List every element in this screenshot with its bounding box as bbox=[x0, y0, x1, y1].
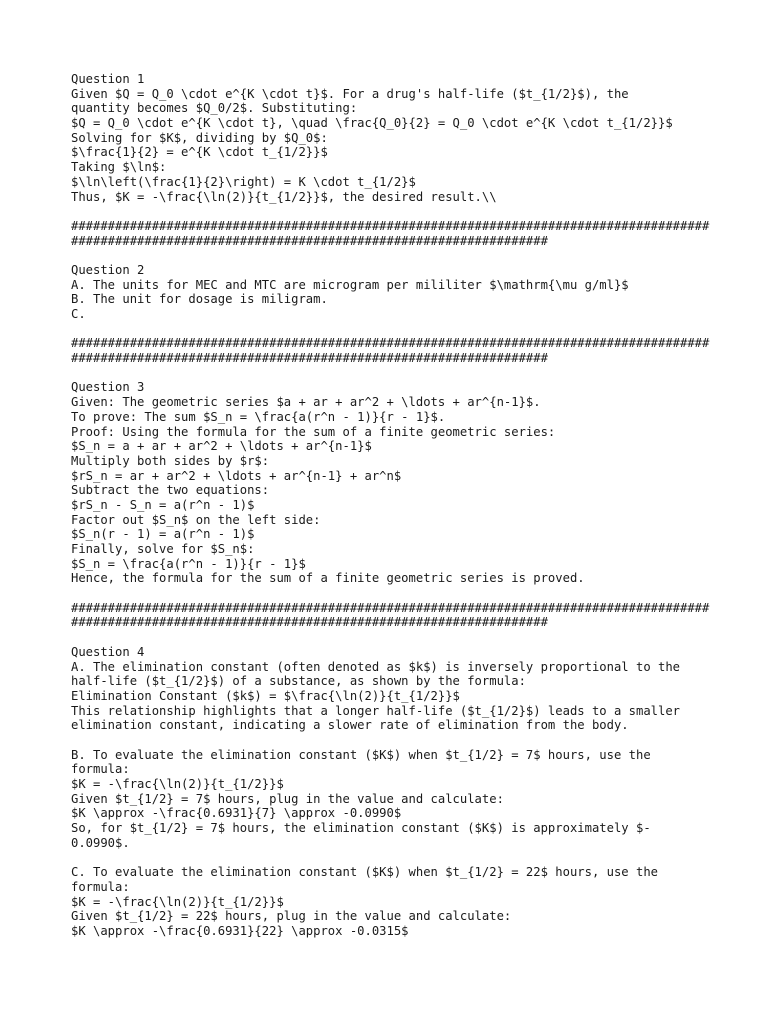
divider-line: ################################################################# bbox=[71, 615, 548, 630]
question-heading: Question 3 bbox=[71, 380, 145, 395]
text-line: Given $t_{1/2} = 7$ hours, plug in the value and calculate: bbox=[71, 791, 504, 806]
text-line: C. bbox=[71, 307, 86, 321]
text-line: Finally, solve for $S_n$: bbox=[71, 542, 255, 556]
divider-line: ################################################################# bbox=[71, 351, 548, 366]
document-page bbox=[71, 72, 710, 939]
text-line: A. The units for MEC and MTC are microgram per mililiter $\mathrm{\mu g/ml}$ bbox=[71, 277, 629, 292]
text-line: formula: bbox=[71, 879, 130, 894]
text-line: $Q = Q_0 \cdot e^{K \cdot t}, \quad \frac{Q_0}{2} = Q_0 \cdot e^{K \cdot t_{1/2}}$ bbox=[71, 116, 673, 131]
question-heading: Question 1 bbox=[71, 72, 145, 86]
text-line: Given $t_{1/2} = 22$ hours, plug in the value and calculate: bbox=[71, 909, 512, 924]
section-q4 bbox=[71, 645, 701, 939]
text-line: $K = -\frac{\ln(2)}{t_{1/2}}$ bbox=[71, 777, 284, 791]
text-line: formula: bbox=[71, 762, 130, 777]
section-q2 bbox=[71, 263, 701, 322]
text-line: half-life ($t_{1/2}$) of a substance, as shown by the formula: bbox=[71, 674, 526, 689]
blank-line bbox=[71, 850, 701, 865]
text-line: Proof: Using the formula for the sum of a finite geometric series: bbox=[71, 424, 556, 439]
text-line: $rS_n - S_n = a(r^n - 1)$ bbox=[71, 497, 255, 512]
blank-line bbox=[71, 733, 701, 748]
question-heading: Question 4 bbox=[71, 644, 145, 659]
text-line: Solving for $K$, dividing by $Q_0$: bbox=[71, 130, 328, 145]
section-divider bbox=[71, 218, 710, 248]
text-line: B. To evaluate the elimination constant ($K$) when $t_{1/2} = 7$ hours, use the bbox=[71, 747, 651, 762]
text-line: $\frac{1}{2} = e^{K \cdot t_{1/2}}$ bbox=[71, 145, 328, 160]
blank-line bbox=[71, 322, 701, 337]
blank-line bbox=[71, 366, 701, 381]
text-line: Given $Q = Q_0 \cdot e^{K \cdot t}$. For a drug's half-life ($t_{1/2}$), the bbox=[71, 86, 629, 101]
text-line: elimination constant, indicating a slower rate of elimination from the body. bbox=[71, 718, 629, 733]
blank-line bbox=[71, 630, 701, 645]
text-line: $K \approx -\frac{0.6931}{22} \approx -0.0315$ bbox=[71, 923, 409, 938]
text-line: Hence, the formula for the sum of a finite geometric series is proved. bbox=[71, 571, 585, 586]
text-line: $S_n(r - 1) = a(r^n - 1)$ bbox=[71, 527, 255, 542]
text-line: $S_n = a + ar + ar^2 + \ldots + ar^{n-1}$ bbox=[71, 439, 372, 454]
divider-line: ####################################################################################### bbox=[71, 218, 710, 233]
text-line: C. To evaluate the elimination constant ($K$) when $t_{1/2} = 22$ hours, use the bbox=[71, 865, 658, 880]
question-heading: Question 2 bbox=[71, 262, 145, 277]
text-line: $K = -\frac{\ln(2)}{t_{1/2}}$ bbox=[71, 894, 284, 909]
text-line: So, for $t_{1/2} = 7$ hours, the elimination constant ($K$) is approximately $- bbox=[71, 821, 651, 836]
blank-line bbox=[71, 248, 701, 263]
divider-line: ################################################################# bbox=[71, 233, 548, 248]
text-line: Subtract the two equations: bbox=[71, 483, 270, 498]
divider-line: ####################################################################################### bbox=[71, 600, 710, 615]
section-q1 bbox=[71, 72, 701, 204]
section-q3 bbox=[71, 380, 701, 586]
text-line: Elimination Constant ($k$) = $\frac{\ln(2)}{t_{1/2}}$ bbox=[71, 688, 460, 703]
blank-line bbox=[71, 204, 701, 219]
text-line: quantity becomes $Q_0/2$. Substituting: bbox=[71, 101, 358, 116]
text-line: To prove: The sum $S_n = \frac{a(r^n - 1)}{r - 1}$. bbox=[71, 409, 446, 424]
text-line: $S_n = \frac{a(r^n - 1)}{r - 1}$ bbox=[71, 556, 306, 571]
document-content bbox=[71, 72, 710, 939]
text-line: 0.0990$. bbox=[71, 835, 130, 850]
text-line: B. The unit for dosage is miligram. bbox=[71, 292, 328, 307]
section-divider bbox=[71, 600, 710, 630]
text-line: Taking $\ln$: bbox=[71, 160, 167, 175]
text-line: $rS_n = ar + ar^2 + \ldots + ar^{n-1} + ar^n$ bbox=[71, 468, 402, 483]
text-line: This relationship highlights that a longer half-life ($t_{1/2}$) leads to a smaller bbox=[71, 703, 681, 718]
blank-line bbox=[71, 586, 701, 601]
text-line: $\ln\left(\frac{1}{2}\right) = K \cdot t_{1/2}$ bbox=[71, 174, 416, 189]
text-line: $K \approx -\frac{0.6931}{7} \approx -0.0990$ bbox=[71, 806, 402, 821]
text-line: Factor out $S_n$ on the left side: bbox=[71, 512, 321, 527]
divider-line: ####################################################################################### bbox=[71, 336, 710, 351]
text-line: A. The elimination constant (often denoted as $k$) is inversely proportional to the bbox=[71, 659, 681, 674]
text-line: Multiply both sides by $r$: bbox=[71, 453, 270, 468]
text-line: Given: The geometric series $a + ar + ar^2 + \ldots + ar^{n-1}$. bbox=[71, 395, 541, 410]
text-line: Thus, $K = -\frac{\ln(2)}{t_{1/2}}$, the desired result.\\ bbox=[71, 189, 497, 204]
section-divider bbox=[71, 336, 710, 366]
